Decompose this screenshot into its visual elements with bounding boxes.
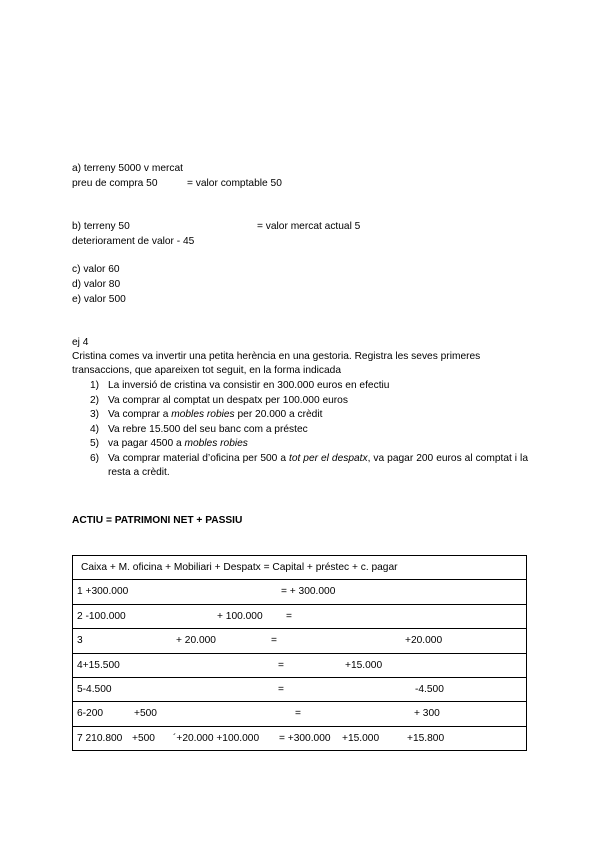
table-cell-value: 6-200: [77, 708, 104, 720]
list-item-number: 2): [90, 394, 100, 406]
list-item-text-post: , va pagar 200 euros al comptat i la resta a crèdit.: [108, 452, 528, 478]
list-item-number: 6): [90, 452, 100, 464]
list-item-emphasis: mobles robies: [171, 409, 235, 420]
table-cell-value: ´+20.000 +100.000: [173, 732, 260, 744]
table-cell-value: 3: [77, 635, 83, 647]
exercise-intro-line2: transaccions, que apareixen tot seguit, en la forma indicada: [72, 365, 341, 376]
list-item-text-pre: va pagar 4500 a: [108, 438, 185, 449]
table-cell: [73, 629, 527, 653]
list-item: [90, 452, 528, 481]
list-item-number: 3): [90, 409, 100, 420]
table-cell-value: -4.500: [415, 683, 444, 695]
part-b-line1-right: = valor mercat actual 5: [257, 221, 361, 232]
table-header-cell: [73, 556, 527, 580]
list-item-text-pre: Va comprar material d’oficina per 500 a: [108, 452, 289, 464]
table-cell: [73, 702, 527, 726]
table-cell: [73, 653, 527, 677]
table-cell-value: =: [295, 708, 301, 720]
table-cell-value: =: [278, 683, 284, 695]
table-row: [73, 726, 527, 750]
list-item: [90, 379, 528, 394]
table-row: [73, 702, 527, 726]
part-b-line1-left: b) terreny 50: [72, 221, 130, 232]
part-d: d) valor 80: [72, 279, 121, 290]
table-cell-value: = + 300.000: [281, 586, 336, 598]
list-item-emphasis: tot per el despatx: [288, 452, 368, 464]
table-header-text: Caixa + M. oficina + Mobiliari + Despatx = Capital + préstec + c. pagar: [81, 562, 398, 573]
table-cell: [73, 726, 527, 750]
table-cell: [73, 580, 527, 604]
table-row: [73, 677, 527, 701]
table-cell-value: =: [278, 659, 284, 671]
part-a-line1: a) terreny 5000 v mercat: [72, 163, 183, 174]
table-cell-value: +500: [134, 708, 157, 720]
table-cell-value: 7 210.800: [77, 732, 123, 744]
list-item: [90, 394, 528, 409]
table-cell-value: +15.800: [407, 732, 445, 744]
table-cell-value: +500: [132, 732, 155, 744]
table-row: [73, 604, 527, 628]
table-header-row: [73, 556, 527, 580]
exercise-label: ej 4: [72, 337, 89, 348]
table-cell-value: =: [286, 610, 292, 622]
table-row: [73, 629, 527, 653]
part-c: c) valor 60: [72, 264, 120, 275]
table-cell-value: +20.000: [405, 635, 443, 647]
ledger-table: [72, 555, 527, 751]
table-cell-value: 1 +300.000: [77, 586, 129, 598]
table-cell-value: +15.000: [342, 732, 380, 744]
table-cell-value: + 100.000: [217, 610, 263, 622]
list-item-number: 5): [90, 438, 100, 449]
table-cell-value: = +300.000: [279, 732, 331, 744]
table-cell-value: 5-4.500: [77, 683, 112, 695]
list-item: [90, 437, 528, 452]
table-cell-value: =: [271, 635, 277, 647]
list-item-emphasis: mobles robies: [184, 438, 248, 449]
list-item-text: Va comprar al comptat un despatx per 100.000 euros: [108, 394, 348, 406]
table-cell: [73, 677, 527, 701]
list-item: [90, 408, 528, 423]
table-cell-value: + 300: [414, 708, 440, 720]
table-row: [73, 653, 527, 677]
table-cell-value: +15.000: [345, 659, 383, 671]
part-e: e) valor 500: [72, 294, 126, 305]
equation-heading: ACTIU = PATRIMONI NET + PASSIU: [72, 515, 243, 526]
part-b-line2: deteriorament de valor - 45: [72, 236, 195, 247]
list-item-text: Va rebre 15.500 del seu banc com a préstec: [108, 423, 308, 435]
part-a-line2-left: preu de compra 50: [72, 178, 158, 189]
table-cell: [73, 604, 527, 628]
list-item-text-post: per 20.000 a crèdit: [234, 409, 323, 420]
table-row: [73, 580, 527, 604]
list-item-text-pre: Va comprar a: [108, 409, 172, 420]
table-cell-value: 2 -100.000: [77, 610, 126, 622]
table-cell-value: + 20.000: [176, 635, 216, 647]
part-a-line2-right: = valor comptable 50: [187, 178, 282, 189]
list-item: [90, 423, 528, 438]
table-cell-value: 4+15.500: [77, 659, 120, 671]
list-item-number: 1): [90, 380, 100, 391]
list-item-number: 4): [90, 423, 100, 435]
exercise-intro-line1: Cristina comes va invertir una petita herència en una gestoria. Registra les seves primeres: [72, 351, 481, 362]
transaction-list: [90, 379, 528, 481]
list-item-text: La inversió de cristina va consistir en 300.000 euros en efectiu: [108, 380, 390, 391]
